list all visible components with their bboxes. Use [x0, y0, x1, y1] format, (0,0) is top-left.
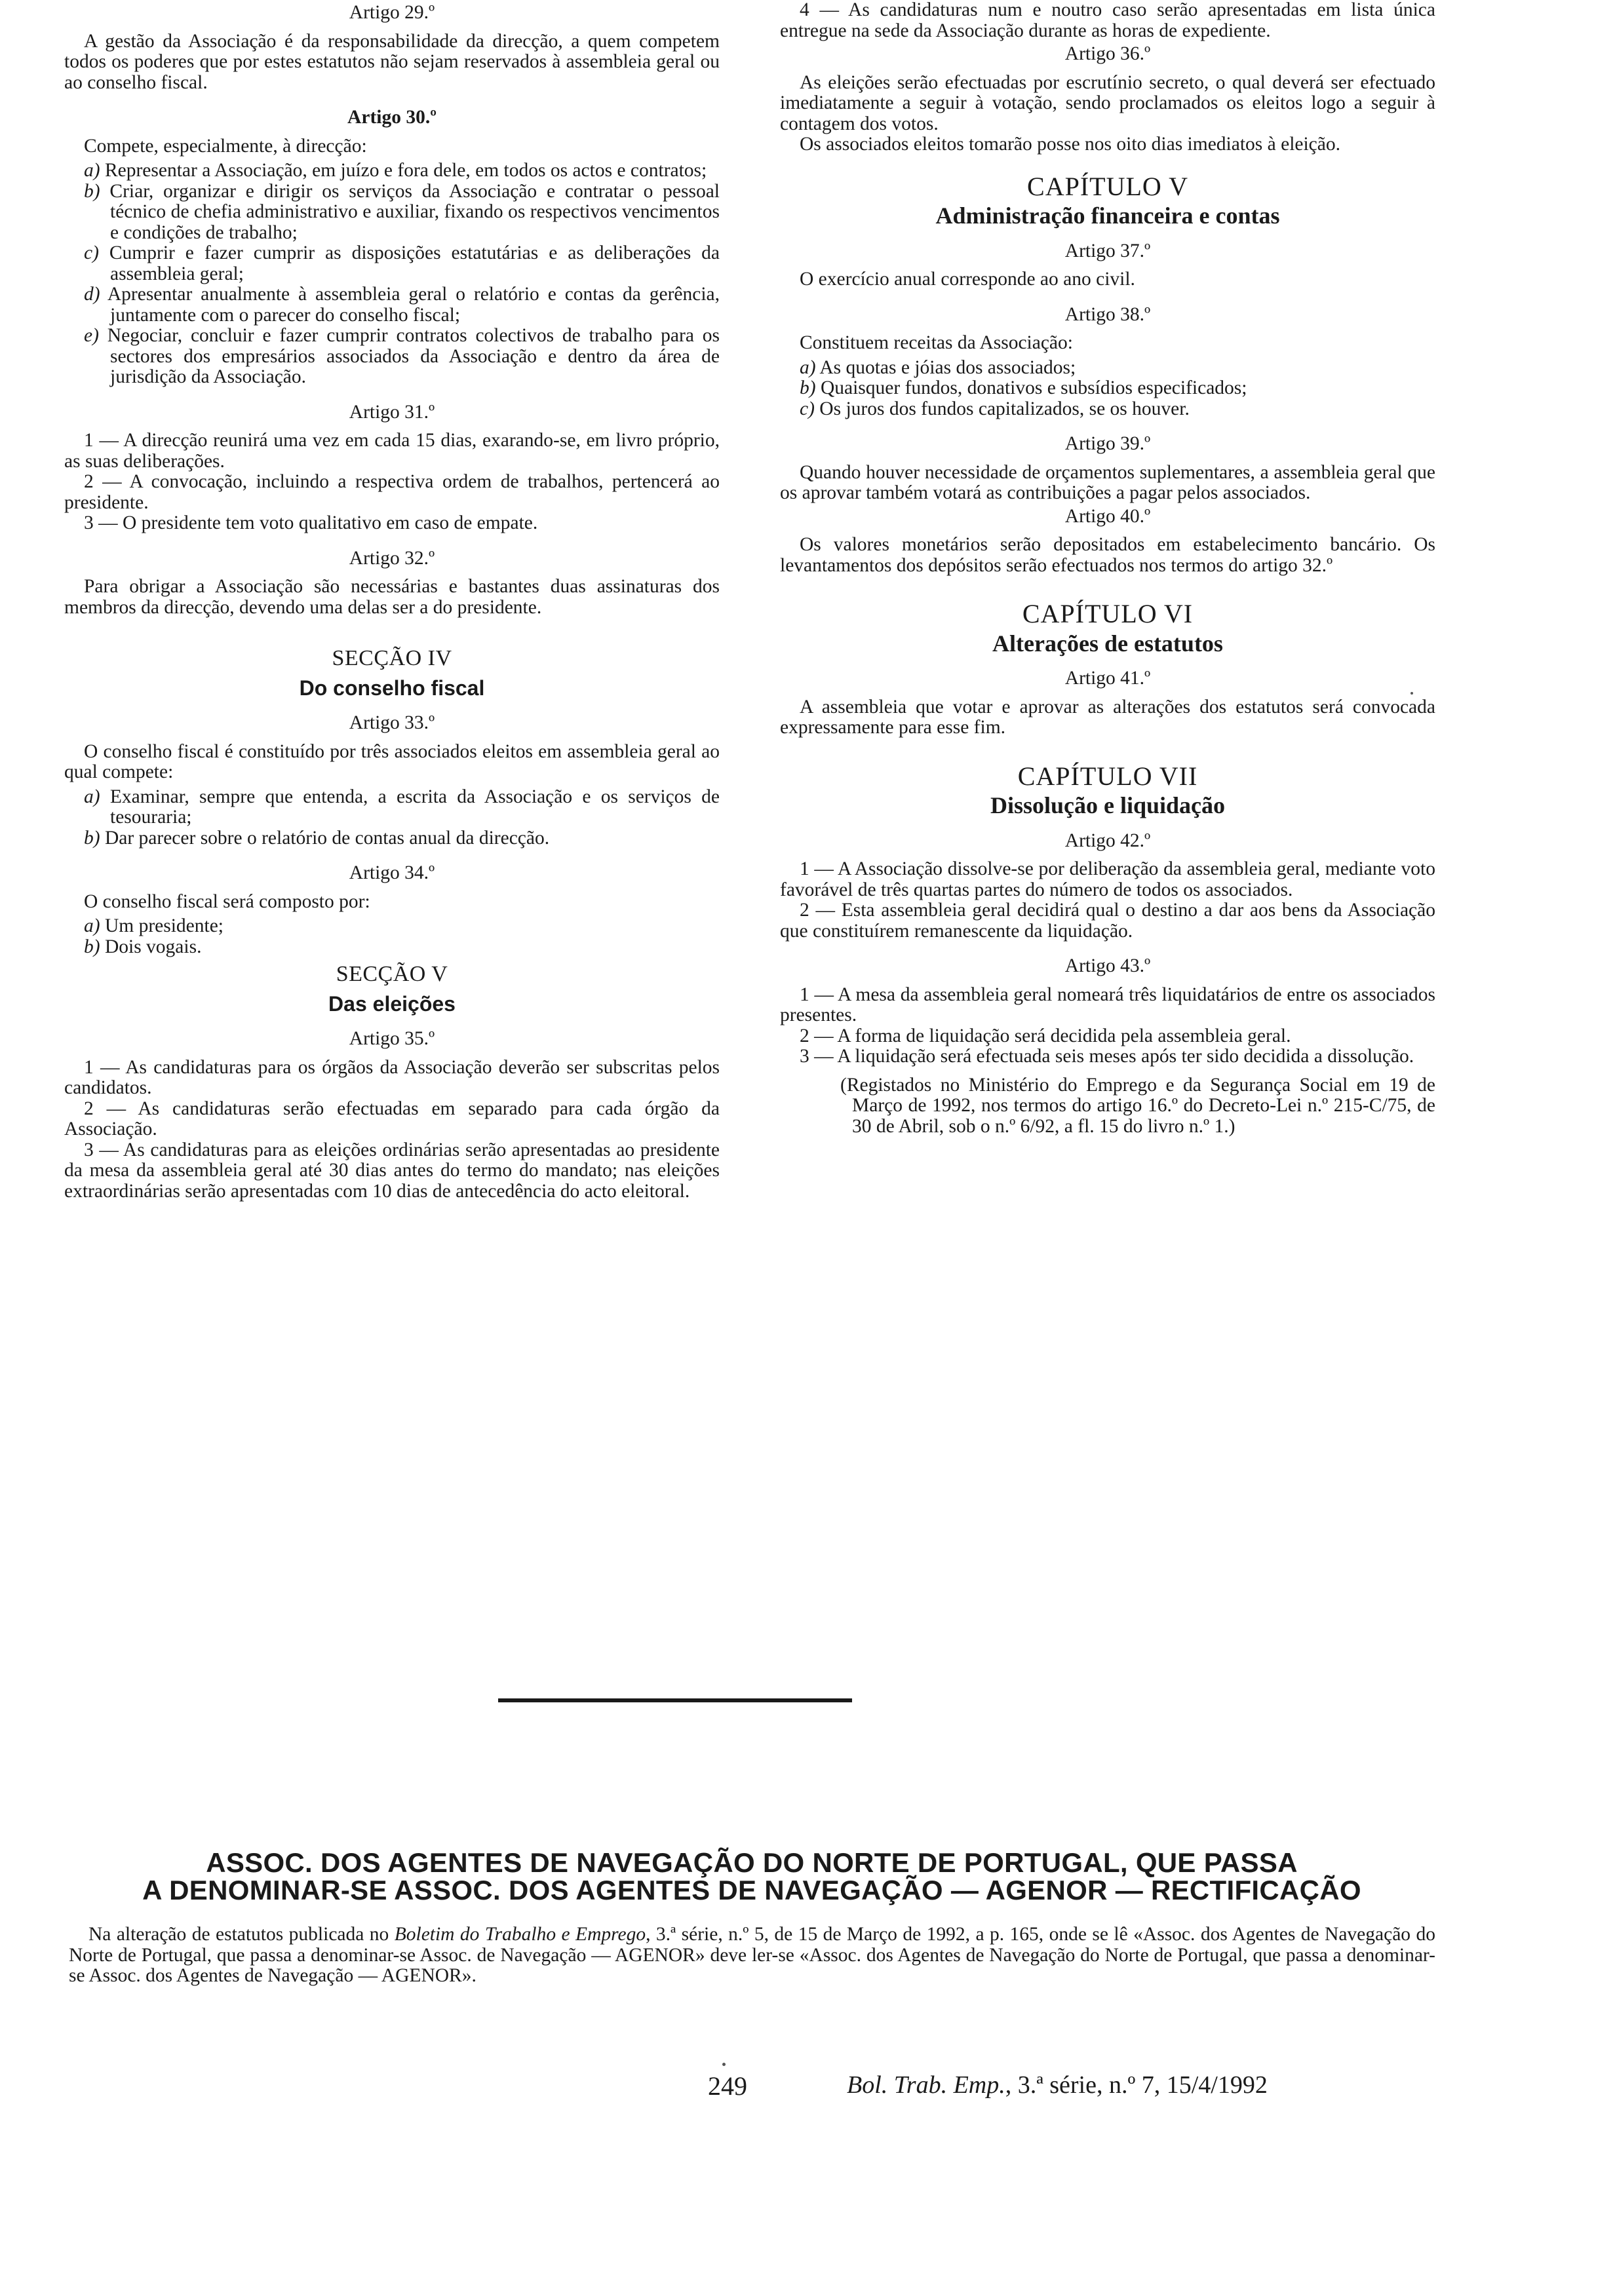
chapter-5-title: CAPÍTULO V	[1027, 171, 1188, 201]
art43-para: 1 — A mesa da assembleia geral nomeará três liquidatários de entre os associados presentes.	[780, 984, 1435, 1025]
item-text: Quaisquer fundos, donativos e subsídios especificados;	[820, 377, 1247, 398]
item-letter: a)	[84, 915, 100, 936]
art37-heading: Artigo 37.º	[1064, 240, 1151, 261]
publication-abbrev: Bol. Trab. Emp.	[847, 2071, 1005, 2099]
section-5-title: SECÇÃO V	[336, 962, 448, 986]
item-letter: a)	[800, 356, 816, 378]
list-item	[64, 828, 720, 849]
art36-heading: Artigo 36.º	[1064, 43, 1151, 64]
item-letter: b)	[84, 827, 100, 849]
scan-speck	[1411, 692, 1413, 695]
art30-list	[64, 161, 720, 388]
item-text: Negociar, concluir e fazer cumprir contratos colectivos de trabalho para os sectores dos empresários associados da Associação e dentro da área de jurisdição da Associação.	[107, 325, 720, 387]
rectification-text	[69, 1924, 1435, 1987]
item-text: As quotas e jóias dos associados;	[819, 356, 1076, 378]
art37-text: O exercício anual corresponde ao ano civil.	[800, 269, 1135, 290]
item-text: Os juros dos fundos capitalizados, se os houver.	[819, 398, 1190, 419]
art30-intro: Compete, especialmente, à direcção:	[84, 135, 367, 157]
item-text: Examinar, sempre que entenda, a escrita da Associação e os serviços de tesouraria;	[109, 786, 720, 828]
art31-heading: Artigo 31.º	[349, 401, 435, 423]
rectification-title-line: A DENOMINAR-SE ASSOC. DOS AGENTES DE NAVEGAÇÃO — AGENOR — RECTIFICAÇÃO	[142, 1875, 1361, 1905]
art29-heading: Artigo 29.º	[349, 2, 435, 23]
art33-heading: Artigo 33.º	[349, 712, 435, 733]
art38-list	[780, 358, 1435, 420]
list-item	[64, 937, 720, 958]
rectification-title	[47, 1849, 1456, 1904]
right-column	[780, 0, 1435, 1137]
section-4-title: SECÇÃO IV	[332, 646, 452, 670]
art42-para: 1 — A Associação dissolve-se por deliberação da assembleia geral, mediante voto favorável de três quartas partes do número de todos os associados.	[780, 858, 1435, 900]
item-letter: a)	[84, 160, 100, 181]
chapter-6-subtitle: Alterações de estatutos	[992, 630, 1223, 657]
art40-heading: Artigo 40.º	[1064, 505, 1151, 527]
art39-heading: Artigo 39.º	[1064, 433, 1151, 454]
rectification-title-line: ASSOC. DOS AGENTES DE NAVEGAÇÃO DO NORTE DE PORTUGAL, QUE PASSA	[206, 1847, 1298, 1878]
art38-intro: Constituem receitas da Associação:	[800, 332, 1073, 353]
art31-para: 3 — O presidente tem voto qualitativo em caso de empate.	[84, 512, 538, 533]
list-item	[780, 399, 1435, 420]
art40-text: Os valores monetários serão depositados em estabelecimento bancário. Os levantamentos dos depósitos serão efectuados nos termos do artigo 32.º	[780, 534, 1435, 576]
art36-para: Os associados eleitos tomarão posse nos oito dias imediatos à eleição.	[800, 134, 1340, 155]
list-item	[64, 284, 720, 326]
issue-info: , 3.ª série, n.º 7, 15/4/1992	[1005, 2071, 1268, 2099]
list-item	[780, 378, 1435, 399]
list-item	[64, 326, 720, 388]
item-text: Dois vogais.	[104, 936, 202, 957]
item-letter: b)	[800, 377, 816, 398]
item-text: Um presidente;	[104, 915, 224, 936]
art34-text: O conselho fiscal será composto por:	[84, 890, 370, 912]
item-letter: e)	[84, 325, 99, 346]
art29-text: A gestão da Associação é da responsabilidade da direcção, a quem competem todos os poderes que por estes estatutos não sejam reservados à assembleia geral ou ao conselho fiscal.	[64, 30, 720, 93]
section-divider	[498, 1698, 852, 1702]
list-item	[64, 787, 720, 828]
item-text: Criar, organizar e dirigir os serviços da Associação e contratar o pessoal técnico de chefia administrativo e auxiliar, fixando os respectivos vencimentos e condições de trabalho;	[109, 180, 720, 243]
item-letter: a)	[84, 786, 100, 807]
art43-para: 3 — A liquidação será efectuada seis meses após ter sido decidida a dissolução.	[800, 1046, 1414, 1067]
rectification-text-start: Na alteração de estatutos publicada no	[88, 1924, 395, 1945]
art38-heading: Artigo 38.º	[1064, 303, 1151, 325]
art43-heading: Artigo 43.º	[1064, 955, 1151, 976]
publication-info	[847, 2071, 1268, 2099]
rectification-text-end: , 3.ª série, n.º 5, de 15 de Março de 1992, a p. 165, onde se lê «Assoc. dos Agentes de Navegação do Norte de Portugal, que passa a denominar-se Assoc. de Navegação — AGENOR» deve ler-se «Assoc. dos Agentes de Navegação do Norte de Portugal, que passa a denominar-se Assoc. dos Agentes de Navegação — AGENOR».	[69, 1924, 1435, 1986]
art41-text: A assembleia que votar e aprovar as alterações dos estatutos será convocada expressamente para esse fim.	[780, 696, 1435, 738]
list-item	[64, 182, 720, 244]
scan-speck	[722, 2063, 726, 2066]
section-5-subtitle: Das eleições	[328, 991, 456, 1016]
art41-heading: Artigo 41.º	[1064, 668, 1151, 689]
item-text: Apresentar anualmente à assembleia geral o relatório e contas da gerência, juntamente com o parecer do conselho fiscal;	[107, 284, 720, 326]
art32-text: Para obrigar a Associação são necessárias e bastantes duas assinaturas dos membros da direcção, devendo uma delas ser a do presidente.	[64, 576, 720, 618]
art35-heading: Artigo 35.º	[349, 1028, 435, 1049]
list-item	[64, 243, 720, 284]
item-text: Cumprir e fazer cumprir as disposições estatutárias e as deliberações da assembleia geral;	[109, 242, 720, 284]
list-item	[64, 916, 720, 937]
art32-heading: Artigo 32.º	[349, 547, 435, 569]
chapter-5-subtitle: Administração financeira e contas	[935, 202, 1280, 229]
art30-heading: Artigo 30.º	[347, 107, 437, 128]
art31-para: 1 — A direcção reunirá uma vez em cada 15 dias, exarando-se, em livro próprio, as suas deliberações.	[64, 430, 720, 472]
art35-para: 2 — As candidaturas serão efectuadas em separado para cada órgão da Associação.	[64, 1098, 720, 1139]
chapter-7-subtitle: Dissolução e liquidação	[990, 792, 1226, 818]
art31-para: 2 — A convocação, incluindo a respectiva ordem de trabalhos, pertencerá ao presidente.	[64, 471, 720, 513]
art35-para: 1 — As candidaturas para os órgãos da Associação deverão ser subscritas pelos candidatos.	[64, 1056, 720, 1098]
item-letter: c)	[84, 242, 99, 263]
art34-heading: Artigo 34.º	[349, 862, 435, 883]
chapter-7-title: CAPÍTULO VII	[1017, 761, 1198, 791]
art42-heading: Artigo 42.º	[1064, 830, 1151, 851]
left-column	[64, 0, 720, 1202]
publication-name: Boletim do Trabalho e Emprego	[394, 1924, 646, 1945]
art42-para: 2 — Esta assembleia geral decidirá qual o destino a dar aos bens da Associação que constituírem remanescente da liquidação.	[780, 900, 1435, 942]
art39-text: Quando houver necessidade de orçamentos suplementares, a assembleia geral que os aprovar também votará as contribuições a pagar pelos associados.	[780, 461, 1435, 503]
item-text: Representar a Associação, em juízo e fora dele, em todos os actos e contratos;	[104, 160, 707, 181]
art36-para: As eleições serão efectuadas por escrutínio secreto, o qual deverá ser efectuado imediatamente a seguir à votação, sendo proclamados os eleitos logo a seguir à contagem dos votos.	[780, 71, 1435, 134]
item-text: Dar parecer sobre o relatório de contas anual da direcção.	[104, 827, 550, 849]
art33-list	[64, 787, 720, 849]
list-item	[780, 358, 1435, 379]
item-letter: c)	[800, 398, 815, 419]
item-letter: d)	[84, 284, 100, 305]
art43-para: 2 — A forma de liquidação será decidida pela assembleia geral.	[800, 1025, 1291, 1046]
page-number: 249	[708, 2071, 747, 2101]
section-4-subtitle: Do conselho fiscal	[299, 676, 485, 700]
art33-text: O conselho fiscal é constituído por três associados eleitos em assembleia geral ao qual compete:	[64, 740, 720, 782]
art34-list	[64, 916, 720, 957]
art35-para-4: 4 — As candidaturas num e noutro caso serão apresentadas em lista única entregue na sede da Associação durante as horas de expediente.	[780, 0, 1435, 41]
art35-para: 3 — As candidaturas para as eleições ordinárias serão apresentadas ao presidente da mesa da assembleia geral até 30 dias antes do termo do mandato; nas eleições extraordinárias serão apresentadas com 10 dias de antecedência do acto eleitoral.	[64, 1139, 720, 1202]
list-item	[64, 161, 720, 182]
item-letter: b)	[84, 936, 100, 957]
registration-note: (Registados no Ministério do Emprego e da Segurança Social em 19 de Março de 1992, nos termos do artigo 16.º do Decreto-Lei n.º 215-C/75, de 30 de Abril, sob o n.º 6/92, a fl. 15 do livro n.º 1.)	[840, 1074, 1435, 1137]
item-letter: b)	[84, 180, 100, 202]
chapter-6-title: CAPÍTULO VI	[1022, 599, 1194, 628]
